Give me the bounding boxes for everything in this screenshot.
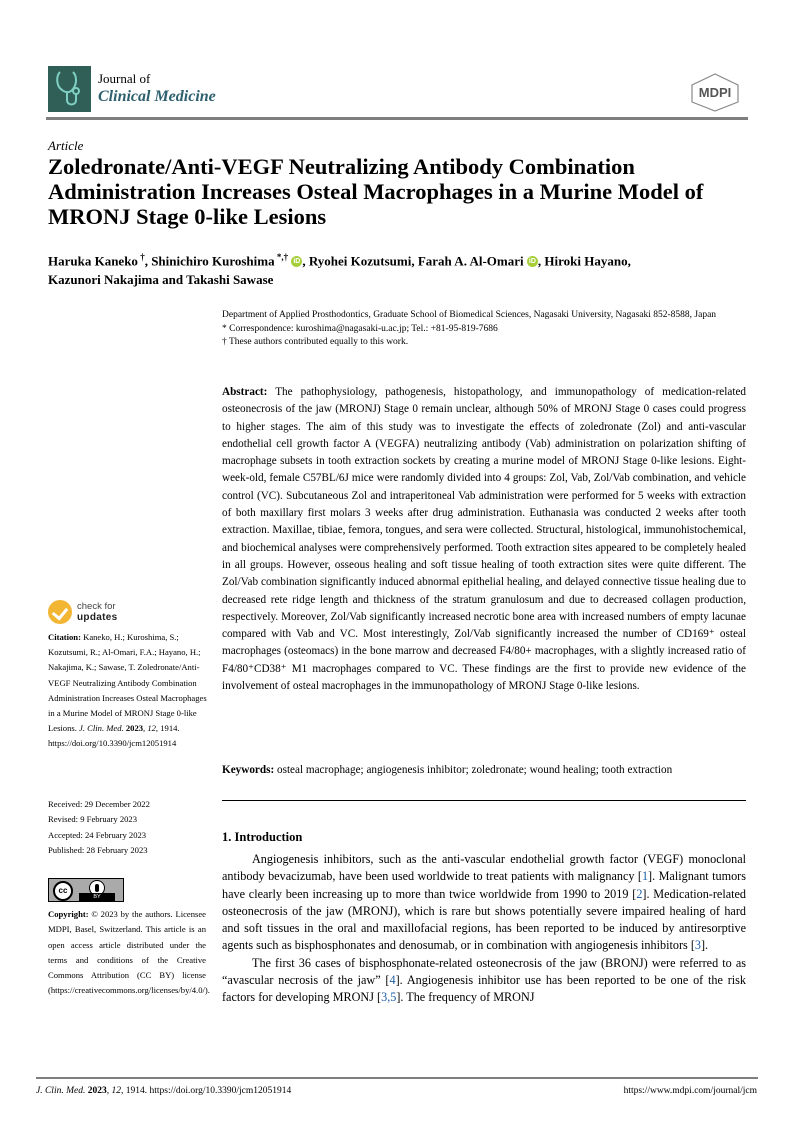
citation-journal: J. Clin. Med. bbox=[79, 723, 124, 734]
footer-journal-url[interactable]: https://www.mdpi.com/journal/jcm bbox=[623, 1086, 757, 1096]
cc-by-license-badge[interactable] bbox=[48, 878, 124, 902]
copyright-notice bbox=[48, 907, 210, 999]
mdpi-logo bbox=[688, 72, 742, 112]
citation-link[interactable]: 3,5 bbox=[381, 990, 397, 1005]
footer-divider bbox=[36, 1077, 758, 1079]
citation-label: Citation: bbox=[48, 632, 81, 642]
author-name[interactable]: Kazunori Nakajima and Takashi Sawase bbox=[48, 272, 274, 288]
publication-dates bbox=[48, 797, 150, 858]
journal-title: Clinical Medicine bbox=[98, 88, 216, 105]
publisher-name: MDPI bbox=[698, 85, 732, 100]
introduction-paragraph: The first 36 cases of bisphosphonate-related osteonecrosis of the jaw (BRONJ) were referred to as “avascular necrosis of the jaw” [4]. Angiogenesis inhibitor use has been reported to be one of the risk factors for developing MRONJ [3,5]. The frequency of MRONJ bbox=[222, 955, 747, 1005]
citation-link[interactable]: 3 bbox=[694, 938, 701, 953]
keywords-label: Keywords: bbox=[222, 764, 275, 776]
header-divider bbox=[46, 117, 748, 120]
author-name[interactable]: Ryohei Kozutsumi bbox=[308, 253, 412, 269]
author-name[interactable]: Shinichiro Kuroshima bbox=[151, 253, 275, 269]
orcid-icon[interactable]: iD bbox=[528, 258, 536, 266]
introduction-body bbox=[222, 851, 746, 1007]
article-type: Article bbox=[48, 138, 84, 153]
citation-year: 2023 bbox=[125, 723, 144, 734]
citation: Citation: Kaneko, H.; Kuroshima, S.; Kozutsumi, R.; Al-Omari, F.A.; Hayano, H.; Nakajima, K.; Sawase, T. Zoledronate/Anti-VEGF Neutralizing Antibody Combination Administration Increases Osteal Macrophages in a Murine Model of MRONJ Stage 0-like Lesions. J. Clin. Med. 2023, 12, 1914. https://doi.org/10.3390/jcm12051914 bbox=[48, 632, 207, 749]
author-name[interactable]: Hiroki Hayano bbox=[544, 253, 628, 269]
author-name[interactable]: Farah A. Al-Omari bbox=[417, 253, 524, 269]
footer-doi[interactable]: , 1914. https://doi.org/10.3390/jcm12051914 bbox=[120, 1086, 292, 1096]
stethoscope-icon bbox=[48, 66, 91, 112]
date-received: Received: 29 December 2022 bbox=[48, 799, 150, 809]
author-list: Haruka Kaneko †, Shinichiro Kuroshima *,† iD , Ryohei Kozutsumi, Farah A. Al-Omari iD , Hiroki Hayano, Kazunori Nakajima and Takashi Sawase bbox=[48, 252, 631, 288]
abstract-label: Abstract: bbox=[222, 386, 268, 398]
author-affiliation-mark: *,† bbox=[274, 252, 289, 262]
introduction-paragraph: Angiogenesis inhibitors, such as the anti-vascular endothelial growth factor (VEGF) monoclonal antibody bevacizumab, have been used worldwide to treat patients with malignancy [1]. Malignant tumors have clearly been increasing up to more than twice worldwide from 1990 to 2019 [2]. Medication-related osteonecrosis of the jaw (MRONJ), which is rare but shows potentially severe impaired healing of hard and soft tissues in the oral and maxillofacial regions, has been reported to be induced by antiresorptive agents such as bisphosphonates and denosumab, or in combination with angiogenesis inhibitors [3]. bbox=[222, 852, 747, 953]
by-label: BY bbox=[79, 893, 115, 901]
check-icon bbox=[48, 600, 72, 624]
article-title: Zoledronate/Anti-VEGF Neutralizing Antibody Combination Administration Increases Osteal Macrophages in a Murine Model of MRONJ Stage 0-like Lesions bbox=[48, 154, 704, 229]
check-updates-line1: check for bbox=[77, 601, 116, 612]
keywords bbox=[222, 764, 746, 776]
author-affiliation-mark: † bbox=[137, 252, 145, 262]
date-published: Published: 28 February 2023 bbox=[48, 844, 148, 855]
affiliations bbox=[222, 309, 747, 350]
abstract-divider bbox=[222, 800, 746, 801]
affiliation-department: Department of Applied Prosthodontics, Graduate School of Biomedical Sciences, Nagasaki University, Nagasaki 852-8588, Japan bbox=[222, 310, 717, 320]
equal-contribution-note: † These authors contributed equally to this work. bbox=[222, 337, 409, 347]
abstract bbox=[222, 384, 746, 695]
journal-prefix: Journal of bbox=[98, 71, 151, 86]
creative-commons-icon: cc bbox=[53, 881, 73, 901]
orcid-icon[interactable]: iD bbox=[293, 258, 301, 266]
citation-volume: 12 bbox=[147, 723, 156, 734]
citation-doi[interactable]: , 1914. https://doi.org/10.3390/jcm12051914 bbox=[48, 723, 180, 749]
section-heading-introduction: 1. Introduction bbox=[222, 830, 303, 844]
date-revised: Revised: 9 February 2023 bbox=[48, 814, 138, 825]
date-accepted: Accepted: 24 February 2023 bbox=[48, 829, 147, 840]
journal-logo bbox=[48, 66, 91, 112]
abstract-text: The pathophysiology, pathogenesis, histopathology, and immunopathology of medication-related osteonecrosis of the jaw (MRONJ) Stage 0 remain unclear, although 50% of MRONJ Stage 0 cases could progress to higher stages. The aim of this study was to investigate the effects of zoledronate (Zol) and anti-vascular endothelial cell growth factor A (VEGFA) neutralizing antibody (Vab) administration on polarization shifting of macrophage subsets in tooth extraction sockets by creating a murine model of MRONJ Stage 0-like lesions. Eight-week-old, female C57BL/6J mice were randomly divided into 4 groups: Zol, Vab, Zol/Vab combination, and vehicle control (VC). Subcutaneous Zol and intraperitoneal Vab administration were performed for 5 weeks with extraction of both maxillary first molars 3 weeks after drug administration. Euthanasia was conducted 2 weeks after tooth extraction. Maxillae, tibiae, femora, tongues, and sera were collected. Structural, histological, immunohistochemical, and biochemical analyses were comprehensively performed. Tooth extraction sites appeared to be completely healed in all groups. However, osseous healing and soft tissue healing of tooth extraction sites were quite different. The Zol/Vab combination significantly induced abnormal epithelial healing, and delayed connective tissue healing due to decreased rete ridge length and thickness of the stratum granulosum and due to decreased collagen production, respectively. Moreover, Zol/Vab significantly increased necrotic bone area with increased numbers of empty lacunae compared with Vab and VC. Most interestingly, Zol/Vab significantly increased the number of CD169⁺ osteal macrophages (osteomacs) in the bone marrow and decreased F4/80+ macrophages, with a slightly increased ratio of F4/80⁺CD38⁺ M1 macrophages compared to VC. These findings are the first to provide new evidence of the involvement of osteal macrophages in the immunopathology of MRONJ Stage 0-like lesions. bbox=[222, 386, 746, 693]
copyright-label: Copyright: bbox=[48, 909, 89, 919]
footer-volume: 12 bbox=[111, 1086, 121, 1096]
keywords-text: osteal macrophage; angiogenesis inhibitor; zoledronate; wound healing; tooth extraction bbox=[277, 764, 673, 776]
footer-journal: J. Clin. Med. bbox=[36, 1086, 86, 1096]
check-for-updates-button[interactable] bbox=[48, 600, 168, 626]
footer-citation: J. Clin. Med. 2023, 12, 1914. https://doi.org/10.3390/jcm12051914 bbox=[36, 1086, 292, 1096]
citation-text: Kaneko, H.; Kuroshima, S.; Kozutsumi, R.; Al-Omari, F.A.; Hayano, H.; Nakajima, K.; Sawase, T. Zoledronate/Anti-VEGF Neutralizing Antibody Combination Administration Increases Osteal Macrophages in a Murine Model of MRONJ Stage 0-like Lesions. bbox=[48, 632, 207, 734]
citation-link[interactable]: 1 bbox=[641, 869, 649, 884]
citation-link[interactable]: 4 bbox=[389, 973, 396, 988]
correspondence: * Correspondence: kuroshima@nagasaki-u.ac.jp; Tel.: +81-95-819-7686 bbox=[222, 323, 498, 334]
citation-link[interactable]: 2 bbox=[636, 886, 643, 901]
copyright-text: © 2023 by the authors. Licensee MDPI, Basel, Switzerland. This article is an open access article distributed under the terms and conditions of the Creative Commons Attribution (CC BY) license (https://creativecommons.org/licenses/by/4.0/). bbox=[48, 909, 210, 996]
check-updates-line2: updates bbox=[77, 612, 118, 623]
footer-year: 2023 bbox=[87, 1086, 107, 1096]
author-name[interactable]: Haruka Kaneko bbox=[48, 253, 138, 269]
journal-name bbox=[98, 70, 216, 106]
